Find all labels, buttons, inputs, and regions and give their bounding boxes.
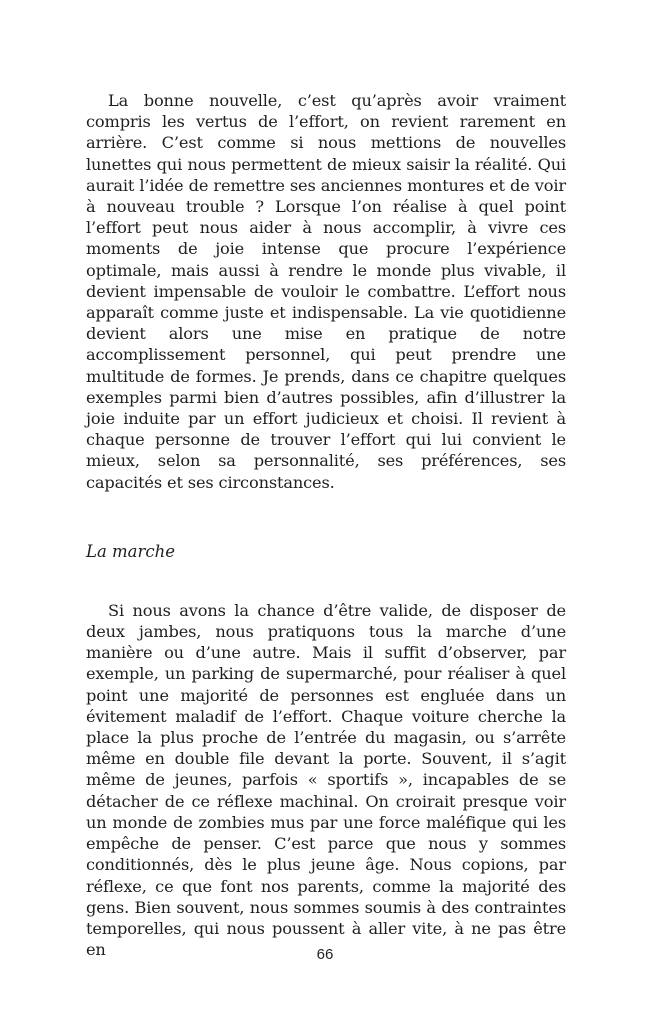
section-title: La marche [86, 541, 176, 561]
page-body [86, 90, 566, 960]
paragraph-intro: La bonne nouvelle, c’est qu’après avoir vraiment compris les vertus de l’effort, on revient rarement en arrière. C’est comme si nous mettions de nouvelles lunettes qui nous permettent de mieux saisir la réalité. Qui aurait l’idée de remettre ses anciennes montures et de voir à nouveau trouble ? Lorsque l’on réalise à quel point l’effort peut nous aider à nous accomplir, à vivre ces moments de joie intense que procure l’expérience optimale, mais aussi à rendre le monde plus vivable, il devient impensable de vouloir le combattre. L’effort nous apparaît comme juste et indispensable. La vie quotidienne devient alors une mise en pratique de notre accomplissement personnel, qui peut prendre une multitude de formes. Je prends, dans ce chapitre quelques exemples parmi bien d’autres possibles, afin d’illustrer la joie induite par un effort judicieux et choisi. Il revient à chaque personne de trouver l’effort qui lui convient le mieux, selon sa personnalité, ses préférences, ses capacités et ses circonstances. [86, 91, 566, 492]
spacer [86, 493, 566, 541]
paragraph-marche: Si nous avons la chance d’être valide, de disposer de deux jambes, nous pratiquons tous la marche d’une manière ou d’une autre. Mais il suffit d’observer, par exemple, un parking de supermarché, pour réaliser à quel point une majorité de personnes est engluée dans un évitement maladif de l’effort. Chaque voiture cherche la place la plus proche de l’entrée du magasin, ou s’arrête même en double file devant la porte. Souvent, il s’agit même de jeunes, parfois « sportifs », incapables de se détacher de ce réflexe machinal. On croirait presque voir un monde de zombies mus par une force maléfique qui les empêche de penser. C’est parce que nous y sommes conditionnés, dès le plus jeune âge. Nous copions, par réflexe, ce que font nos parents, comme la majorité des gens. Bien souvent, nous sommes soumis à des contraintes temporelles, qui nous poussent à aller vite, à ne pas être en [86, 600, 566, 960]
spacer [86, 562, 566, 600]
page-number: 66 [316, 946, 334, 963]
